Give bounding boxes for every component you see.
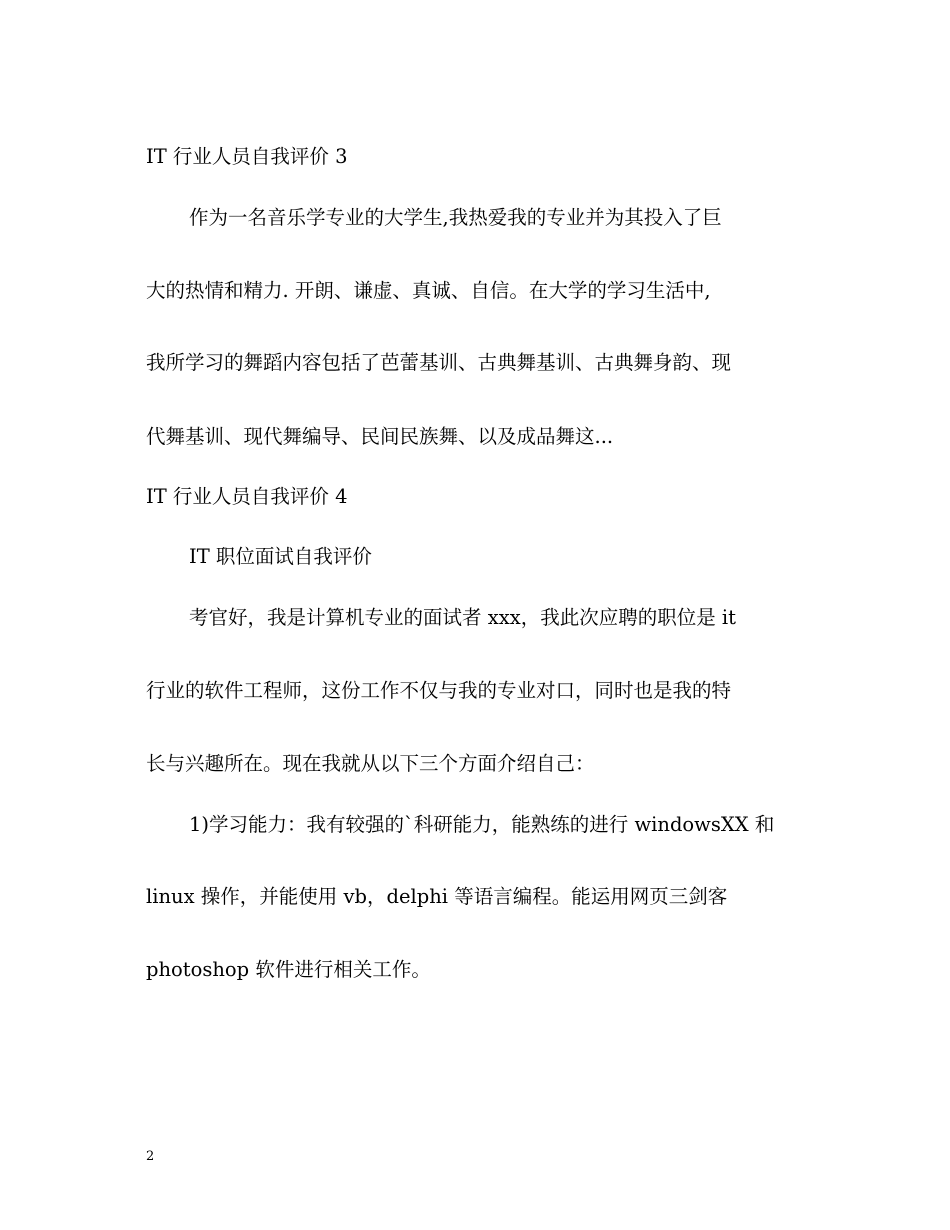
paragraph-line: 我所学习的舞蹈内容包括了芭蕾基训、古典舞基训、古典舞身韵、现 [146,351,732,374]
paragraph-line: 作为一名音乐学专业的大学生,我热爱我的专业并为其投入了巨 [189,206,722,229]
paragraph-line: 代舞基训、现代舞编导、民间民族舞、以及成品舞这... [146,425,614,448]
paragraph-line: photoshop 软件进行相关工作。 [146,958,431,981]
paragraph-line: 行业的软件工程师，这份工作不仅与我的专业对口，同时也是我的特 [146,679,732,702]
paragraph-line: 大的热情和精力. 开朗、谦虚、真诚、自信。在大学的学习生活中, [146,279,711,302]
subheading-interview: IT 职位面试自我评价 [189,545,372,568]
paragraph-line: 考官好，我是计算机专业的面试者 xxx，我此次应聘的职位是 it [189,606,736,629]
paragraph-line: 长与兴趣所在。现在我就从以下三个方面介绍自己： [146,752,595,775]
paragraph-line: 1)学习能力：我有较强的`科研能力，能熟练的进行 windowsXX 和 [189,813,775,836]
page-number: 2 [146,1149,155,1164]
paragraph-line: linux 操作，并能使用 vb，delphi 等语言编程。能运用网页三剑客 [146,885,728,908]
heading-self-evaluation-4: IT 行业人员自我评价 4 [146,485,348,508]
heading-self-evaluation-3: IT 行业人员自我评价 3 [146,145,348,168]
